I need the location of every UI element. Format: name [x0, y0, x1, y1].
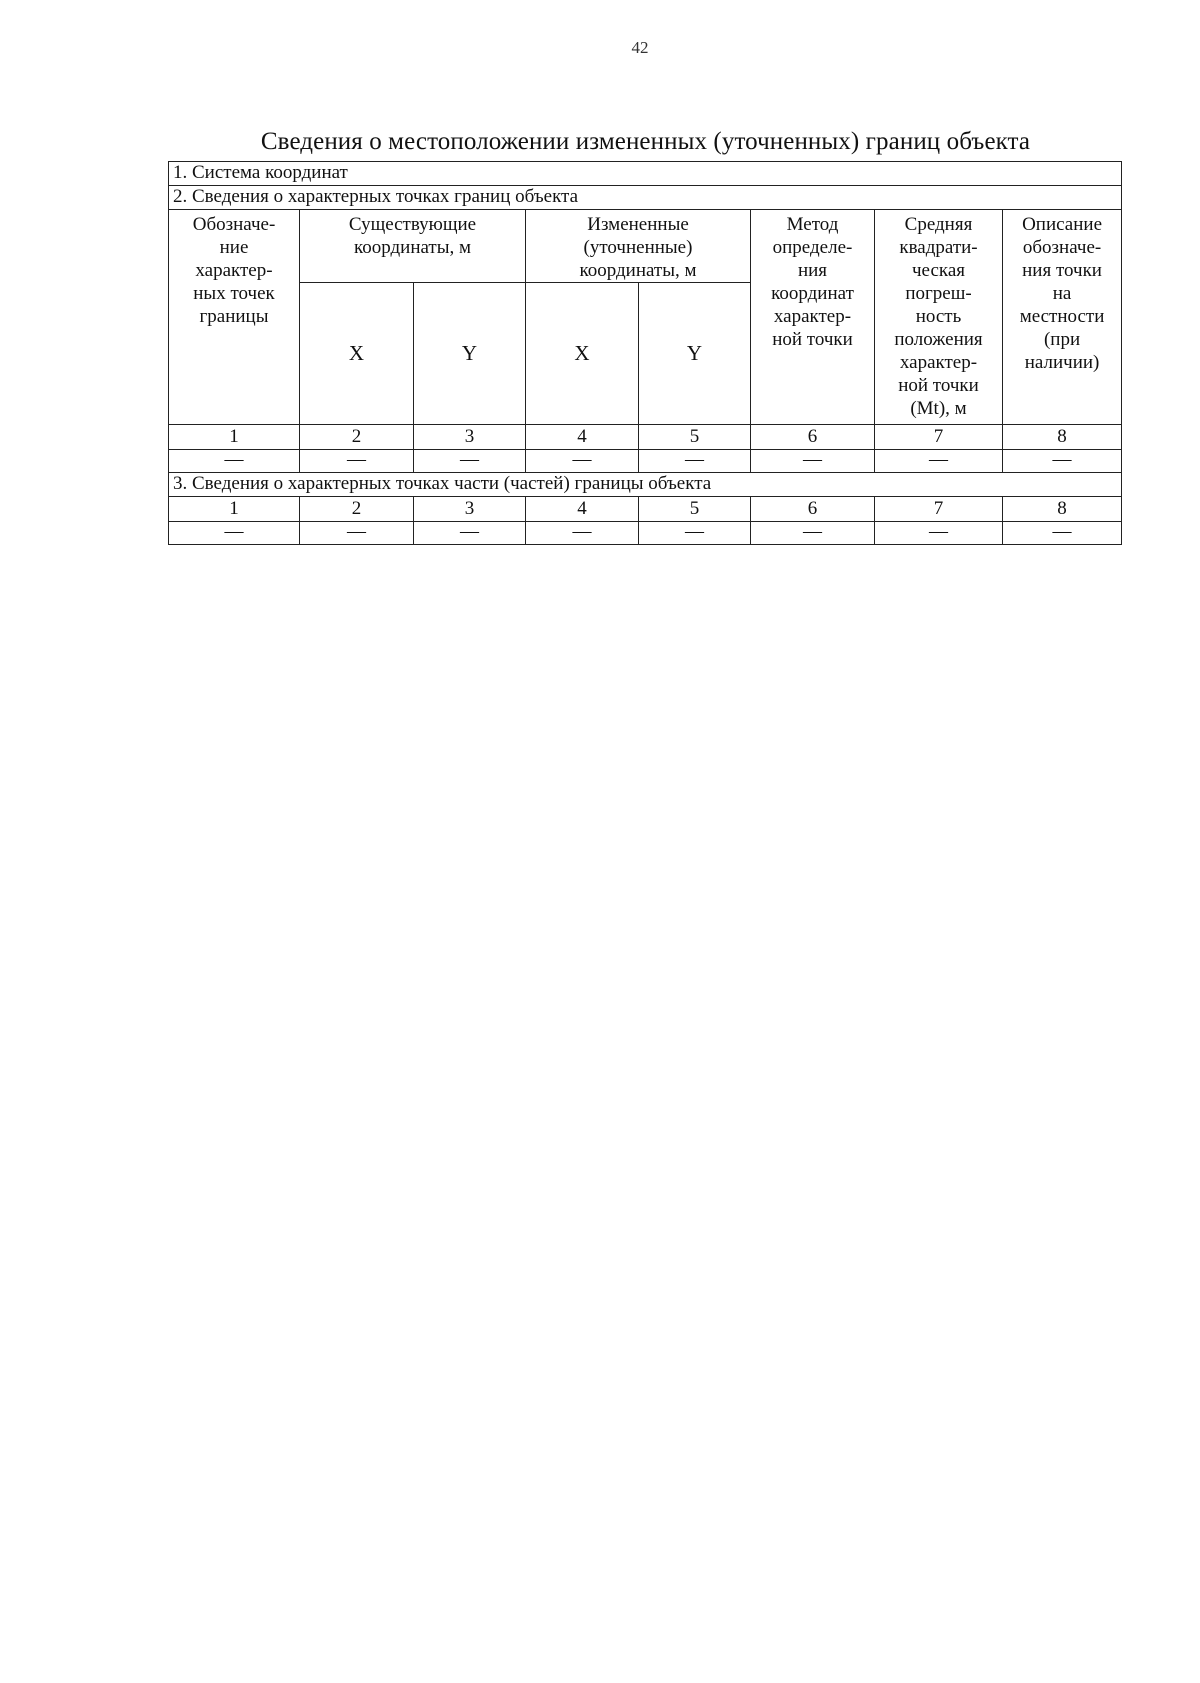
column-number: 6 [751, 497, 875, 522]
header-point-description: Описание обозначе- ния точки на местности (при наличии) [1003, 210, 1122, 425]
dash-cell: — [875, 522, 1003, 545]
column-number: 4 [526, 497, 639, 522]
empty-data-row [169, 450, 1122, 473]
dash-cell: — [639, 450, 751, 473]
dash-cell: — [526, 522, 639, 545]
column-number: 1 [169, 425, 300, 450]
dash-cell: — [169, 522, 300, 545]
dash-cell: — [1003, 450, 1122, 473]
dash-cell: — [751, 522, 875, 545]
column-number: 8 [1003, 497, 1122, 522]
dash-cell: — [1003, 522, 1122, 545]
header-method: Метод определе- ния координат характер- ной точки [751, 210, 875, 425]
empty-data-row [169, 522, 1122, 545]
dash-cell: — [169, 450, 300, 473]
header-point-designation: Обозначе- ние характер- ных точек границы [169, 210, 300, 425]
dash-cell: — [875, 450, 1003, 473]
column-number: 8 [1003, 425, 1122, 450]
section-part-boundary-points: 3. Сведения о характерных точках части (частей) границы объекта [169, 473, 1122, 497]
dash-cell: — [300, 450, 414, 473]
column-number: 4 [526, 425, 639, 450]
column-number: 3 [414, 425, 526, 450]
column-number: 7 [875, 425, 1003, 450]
section-coordinate-system: 1. Система координат [169, 162, 1122, 186]
column-number: 6 [751, 425, 875, 450]
column-number-row [169, 497, 1122, 522]
column-number-row [169, 425, 1122, 450]
header-changed-coordinates: Измененные (уточненные) координаты, м [526, 210, 751, 283]
document-title: Сведения о местоположении измененных (уточненных) границ объекта [260, 128, 1031, 155]
column-number: 3 [414, 497, 526, 522]
header-existing-x: X [300, 283, 414, 425]
header-changed-y: Y [639, 283, 751, 425]
page-number: 42 [631, 38, 649, 57]
dash-cell: — [526, 450, 639, 473]
section-boundary-points: 2. Сведения о характерных точках границ объекта [169, 186, 1122, 210]
dash-cell: — [639, 522, 751, 545]
column-number: 5 [639, 425, 751, 450]
header-existing-y: Y [414, 283, 526, 425]
dash-cell: — [751, 450, 875, 473]
column-number: 2 [300, 425, 414, 450]
column-number: 1 [169, 497, 300, 522]
dash-cell: — [414, 522, 526, 545]
dash-cell: — [300, 522, 414, 545]
boundary-points-table [168, 161, 1122, 545]
dash-cell: — [414, 450, 526, 473]
column-number: 7 [875, 497, 1003, 522]
column-number: 5 [639, 497, 751, 522]
column-number: 2 [300, 497, 414, 522]
header-existing-coordinates: Существующие координаты, м [300, 210, 526, 283]
header-changed-x: X [526, 283, 639, 425]
header-mean-square-error: Средняя квадрати- ческая погреш- ность положения характер- ной точки (Mt), м [875, 210, 1003, 425]
